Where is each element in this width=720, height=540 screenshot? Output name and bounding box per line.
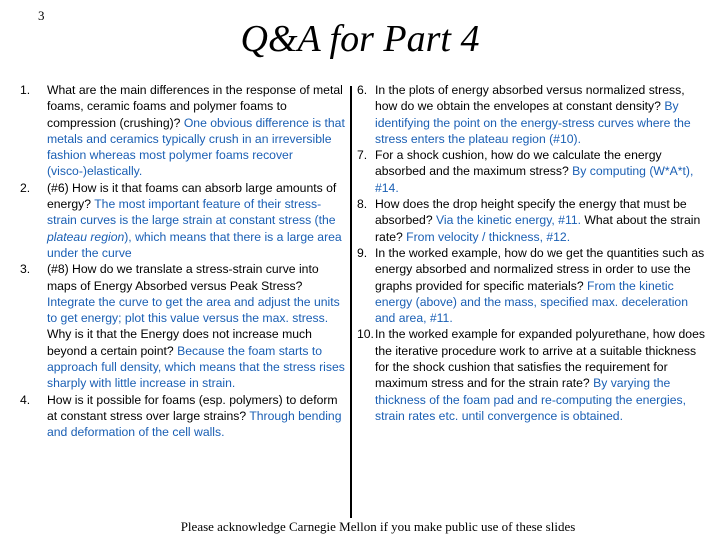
qa-item bbox=[20, 82, 346, 180]
question-text: In the worked example, how do we get the quantities such as energy absorbed and normalized stress in order to use the graphs provided for specific materials? bbox=[375, 245, 705, 293]
answer-text: Through bending and deformation of the cell walls. bbox=[47, 408, 342, 440]
answer-text: Integrate the curve to get the area and adjust the units to get energy; plot this value versus the max. stress. bbox=[47, 294, 340, 326]
question-text: Why is it that the Energy does not increase much beyond a certain point? bbox=[47, 327, 312, 358]
qa-item-number: 8. bbox=[357, 197, 368, 212]
slide-number: 3 bbox=[38, 8, 45, 23]
question-text: (#6) How is it that foams can absorb large amounts of energy? bbox=[47, 180, 337, 212]
question-text: How does the drop height specify the energy that must be absorbed? bbox=[375, 197, 687, 228]
answer-text: By varying the thickness of the foam pad and re-computing the energies, strain rates etc. until convergence is obtained. bbox=[375, 376, 686, 423]
qa-item-number: 6. bbox=[357, 83, 368, 97]
qa-item bbox=[357, 326, 705, 424]
question-text: What about the strain rate? bbox=[375, 213, 701, 244]
question-text: In the worked example for expanded polyurethane, how does the iterative procedure work to arrive at a suitable thickness for the shock cushion that satisfies the requirement for maximum stress and for the strain rate? bbox=[375, 327, 705, 391]
qa-item-number: 4. bbox=[20, 392, 31, 407]
answer-text: From velocity / thickness, #12. bbox=[406, 229, 571, 244]
qa-item bbox=[357, 245, 705, 326]
question-text: How is it possible for foams (esp. polymers) to deform at constant stress over large strains? bbox=[47, 392, 338, 423]
qa-item bbox=[20, 180, 346, 261]
answer-text: One obvious difference is that metals and ceramics typically crush in an irreversible fashion whereas most polymer foams recover (visco-)elastically. bbox=[47, 115, 345, 179]
answer-text: Because the foam starts to approach full density, which means that the stress rises sharply with little increase in strain. bbox=[47, 343, 345, 391]
answer-text: Via the kinetic energy, #11. bbox=[436, 213, 581, 228]
qa-item-number: 1. bbox=[20, 83, 31, 97]
left-column-list bbox=[20, 82, 346, 441]
qa-item-number: 7. bbox=[357, 148, 368, 163]
qa-item bbox=[357, 196, 705, 245]
answer-text: ), which means that there is a large area under the curve bbox=[47, 229, 342, 260]
answer-text: plateau region bbox=[47, 229, 125, 244]
qa-item bbox=[20, 392, 346, 441]
qa-item bbox=[20, 261, 346, 391]
qa-item-number: 10. bbox=[357, 327, 374, 342]
question-text: (#8) How do we translate a stress-strain curve into maps of Energy Absorbed versus Peak Stress? bbox=[47, 262, 319, 293]
question-text: For a shock cushion, how do we calculate the energy absorbed and the maximum stress? bbox=[375, 148, 662, 179]
qa-item-number: 3. bbox=[20, 262, 31, 277]
answer-text: The most important feature of their stress-strain curves is the large strain at constant stress (the bbox=[47, 197, 336, 228]
qa-item bbox=[357, 147, 705, 196]
qa-item-number: 2. bbox=[20, 180, 31, 195]
footer-acknowledgement: Please acknowledge Carnegie Mellon if you make public use of these slides bbox=[180, 519, 576, 534]
qa-item-number: 9. bbox=[357, 245, 368, 260]
answer-text: By identifying the point on the energy-stress curves where the stress enters the plateau region (#10). bbox=[375, 99, 691, 146]
answer-text: By computing (W*A*t), #14. bbox=[375, 164, 694, 195]
column-divider bbox=[350, 86, 352, 518]
question-text: What are the main differences in the response of metal foams, ceramic foams and polymer foams to compression (crushing)? bbox=[47, 83, 343, 130]
question-text: In the plots of energy absorbed versus normalized stress, how do we obtain the envelopes at constant density? bbox=[375, 83, 685, 114]
qa-item bbox=[357, 82, 705, 147]
answer-text: From the kinetic energy (above) and the mass, specified max. deceleration and area, #11. bbox=[375, 278, 688, 326]
slide-title: Q&A for Part 4 bbox=[240, 18, 480, 60]
right-column-list bbox=[357, 82, 705, 424]
